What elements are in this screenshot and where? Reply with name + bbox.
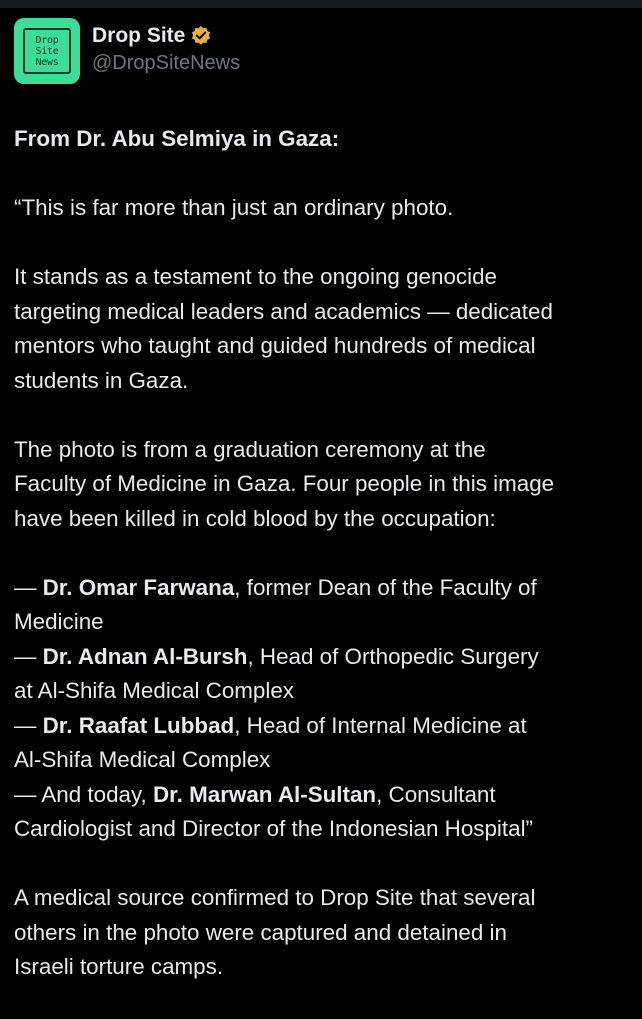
quote-line: “This is far more than just an ordinary photo. xyxy=(14,195,454,220)
text-line: It stands as a testament to the ongoing genocide xyxy=(14,264,497,289)
victim-name: Dr. Omar Farwana xyxy=(42,574,235,600)
victims-list xyxy=(14,571,634,847)
post-header xyxy=(14,18,240,84)
list-item xyxy=(14,571,634,606)
text-line: have been killed in cold blood by the occupation: xyxy=(14,505,496,531)
victim-name: Dr. Adnan Al-Bursh xyxy=(42,643,248,669)
victim-role: , Head of Internal Medicine at xyxy=(234,712,527,738)
avatar-logo-line: Site xyxy=(35,45,59,57)
victim-role: , Consultant xyxy=(376,781,496,807)
list-item-continuation: Al-Shifa Medical Complex xyxy=(14,747,271,772)
post-paragraph-5 xyxy=(14,881,634,985)
list-prefix: — And today, xyxy=(14,781,153,807)
post-paragraph-2 xyxy=(14,260,634,398)
post-text xyxy=(14,122,634,1019)
list-item-continuation: Cardiologist and Director of the Indonesian Hospital” xyxy=(14,816,533,841)
list-item xyxy=(14,709,634,744)
text-line: mentors who taught and guided hundreds of medical xyxy=(14,333,536,358)
display-name-row xyxy=(92,23,240,49)
text-line: Israeli torture camps. xyxy=(14,954,224,979)
post-quote-open xyxy=(14,191,634,226)
display-name[interactable]: Drop Site xyxy=(92,24,186,47)
victim-role: , Head of Orthopedic Surgery xyxy=(247,643,539,669)
text-line: A medical source confirmed to Drop Site that several xyxy=(14,885,536,910)
avatar-logo-line: News xyxy=(35,56,59,68)
text-line: targeting medical leaders and academics — dedicated xyxy=(14,298,553,324)
victim-name: Dr. Raafat Lubbad xyxy=(42,712,235,738)
avatar-logo-line: Drop xyxy=(35,34,59,46)
list-item-continuation: at Al-Shifa Medical Complex xyxy=(14,678,295,703)
post-intro xyxy=(14,122,634,157)
verified-badge-icon[interactable] xyxy=(190,25,212,47)
list-dash: — xyxy=(14,712,43,738)
avatar-logo xyxy=(23,28,71,74)
author-handle[interactable]: @DropSiteNews xyxy=(92,52,241,74)
text-line: students in Gaza. xyxy=(14,367,189,393)
list-item-continuation: Medicine xyxy=(14,609,104,634)
text-line: The photo is from a graduation ceremony at the xyxy=(14,436,486,462)
victim-role: , former Dean of the Faculty of xyxy=(234,574,537,600)
list-dash: — xyxy=(14,643,43,669)
victim-name: Dr. Marwan Al-Sultan xyxy=(153,781,377,807)
top-divider xyxy=(0,0,642,8)
intro-line: From Dr. Abu Selmiya in Gaza: xyxy=(14,126,340,151)
text-line: Faculty of Medicine in Gaza. Four people in this image xyxy=(14,471,555,496)
list-item xyxy=(14,640,634,675)
post-paragraph-3 xyxy=(14,433,634,537)
author-names xyxy=(92,23,240,76)
avatar[interactable] xyxy=(14,18,80,84)
list-dash: — xyxy=(14,574,43,600)
list-item xyxy=(14,778,634,813)
text-line: others in the photo were captured and detained in xyxy=(14,919,507,945)
